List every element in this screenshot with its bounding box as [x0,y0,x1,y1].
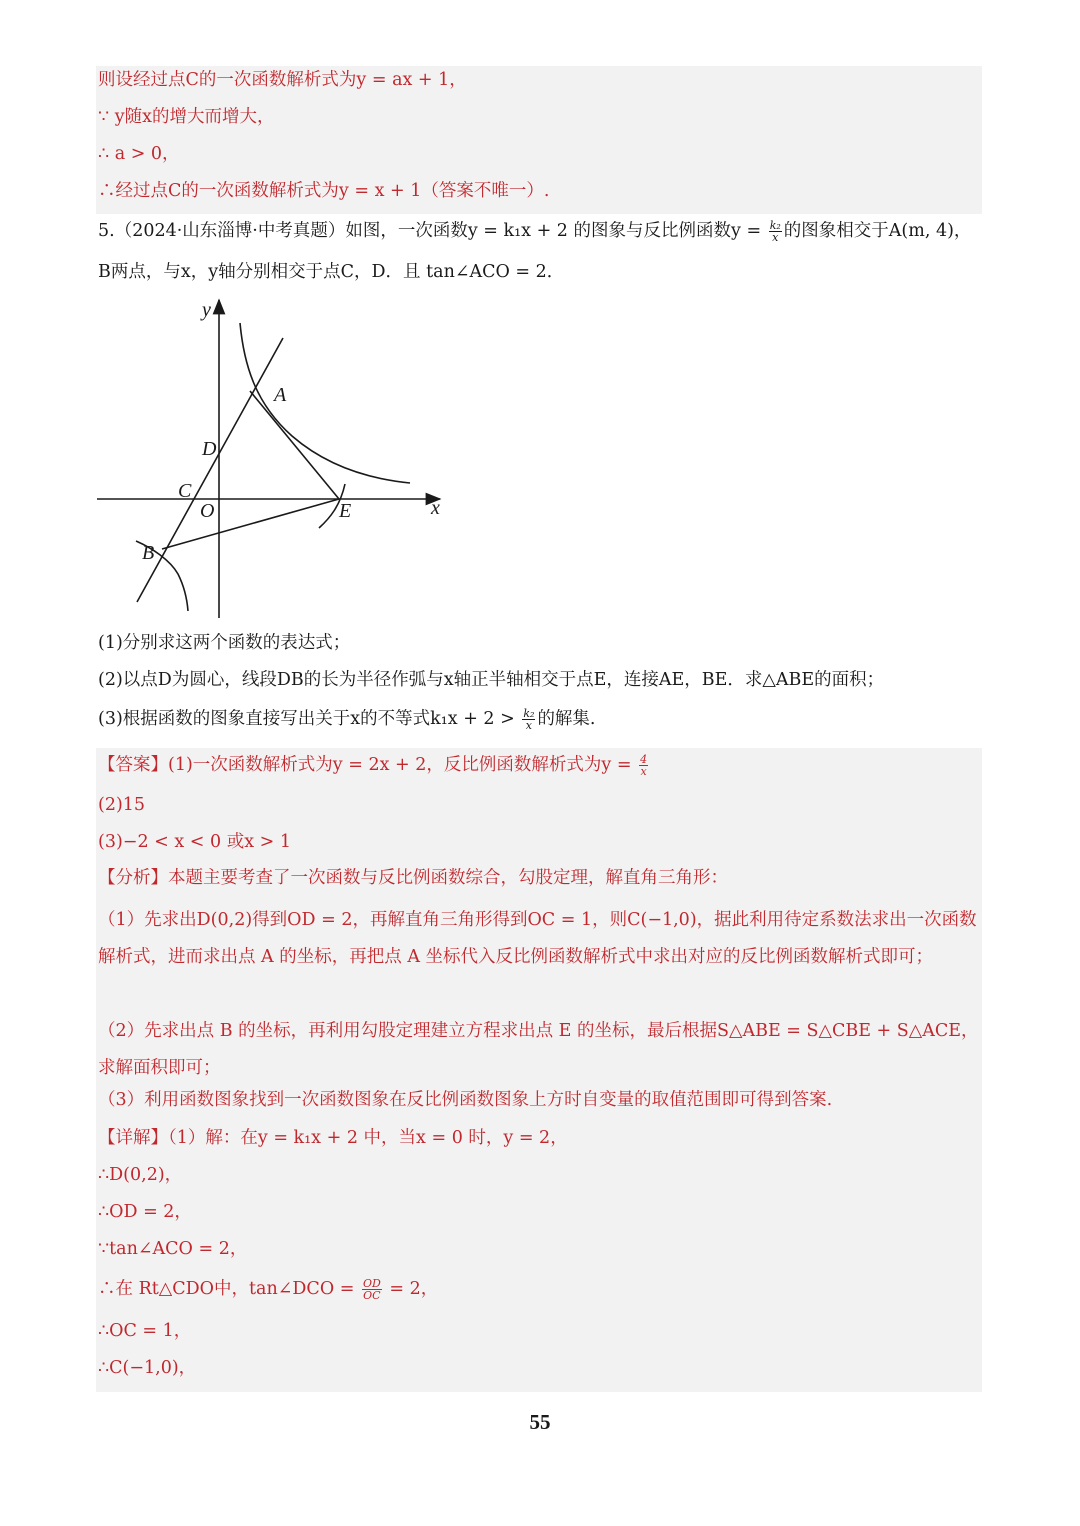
answer-1-text: 【答案】(1)一次函数解析式为y = 2x + 2，反比例函数解析式为y = [98,755,638,775]
detail-line-4-part-b: = 2， [383,1279,439,1299]
top-line-3: ∴ a > 0， [98,144,180,164]
question-2: (2)以点D为圆心，线段DB的长为半径作弧与x轴正半轴相交于点E，连接AE，BE．求△ABE的面积； [98,670,885,690]
top-line-2: ∵ y随x的增大而增大， [98,107,275,127]
fraction-numerator: 4 [640,753,648,766]
top-line-4: ∴经过点C的一次函数解析式为y = x + 1（答案不唯一）. [98,181,550,201]
label-x: x [431,497,440,519]
detail-line-4 [98,1276,984,1302]
fraction-4-over-x [639,754,648,777]
label-c: C [178,480,192,502]
detail-line-3: ∵tan∠ACO = 2， [98,1239,248,1259]
detail-line-2: ∴OD = 2， [98,1202,192,1222]
hyperbola-branch-first-quadrant [240,323,410,483]
analysis-part-1: （1）先求出D(0,2)得到OD = 2，再解直角三角形得到OC = 1，则C(−1,0)，据此利用待定系数法求出一次函数解析式，进而求出点 A 的坐标，再把点 A 坐标代入反比例函数解析式中求出对应的反比例函数解析式即可； [98,910,977,967]
analysis-heading: 【分析】本题主要考查了一次函数与反比例函数综合，勾股定理，解直角三角形： [98,868,728,888]
fraction-od-over-oc [362,1278,382,1301]
label-y: y [202,299,211,321]
top-line-1: 则设经过点C的一次函数解析式为y = ax + 1， [98,70,467,90]
question-3-part-b: 的解集. [537,709,596,729]
fraction-denominator: x [525,719,532,732]
label-b: B [142,542,155,564]
answer-line-1 [98,752,984,778]
question-3-part-a: (3)根据函数的图象直接写出关于x的不等式k₁x + 2 > [98,709,521,729]
analysis-part-3: （3）利用函数图象找到一次函数图象在反比例函数图象上方时自变量的取值范围即可得到答案. [98,1090,833,1110]
problem-line-1-part-a: 5.（2024·山东淄博·中考真题）如图，一次函数y = k₁x + 2 的图象与反比例函数y = [98,221,767,241]
function-graph-figure [90,292,450,622]
fraction-denominator: x [640,765,647,778]
label-o: O [200,500,215,522]
analysis-part-2: （2）先求出点 B 的坐标，再利用勾股定理建立方程求出点 E 的坐标，最后根据S△ABE = S△CBE + S△ACE，求解面积即可； [98,1021,979,1078]
segment-be [162,499,339,549]
fraction-numerator: k₂ [523,707,535,720]
label-d: D [202,438,217,460]
question-3 [98,706,984,732]
detail-line-4-part-a: ∴在 Rt△CDO中，tan∠DCO = [98,1279,360,1299]
fraction-k2-over-x [522,708,535,731]
fraction-denominator: OC [363,1289,381,1302]
label-a: A [274,384,287,406]
detail-line-5: ∴OC = 1， [98,1321,192,1341]
problem-line-1-part-b: 的图象相交于A(m, 4)， [783,221,972,241]
fraction-k2-over-x [769,220,782,243]
answer-line-2: (2)15 [98,795,146,815]
fraction-numerator: OD [362,1277,381,1290]
page-number: 55 [529,1410,551,1434]
label-e: E [339,500,352,522]
detail-line-6: ∴C(−1,0)， [98,1358,197,1378]
problem-line-1 [98,218,984,244]
detail-heading: 【详解】（1）解：在y = k₁x + 2 中，当x = 0 时，y = 2， [98,1128,568,1148]
problem-line-2: B两点，与x，y轴分别相交于点C，D．且 tan∠ACO = 2． [98,262,565,282]
fraction-numerator: k₂ [769,219,781,232]
fraction-denominator: x [772,231,779,244]
detail-line-1: ∴D(0,2)， [98,1165,183,1185]
question-1: (1)分别求这两个函数的表达式； [98,633,351,653]
answer-line-3: (3)−2 < x < 0 或x > 1 [98,832,292,852]
segment-ae [250,391,339,499]
linear-function-line [137,338,283,602]
